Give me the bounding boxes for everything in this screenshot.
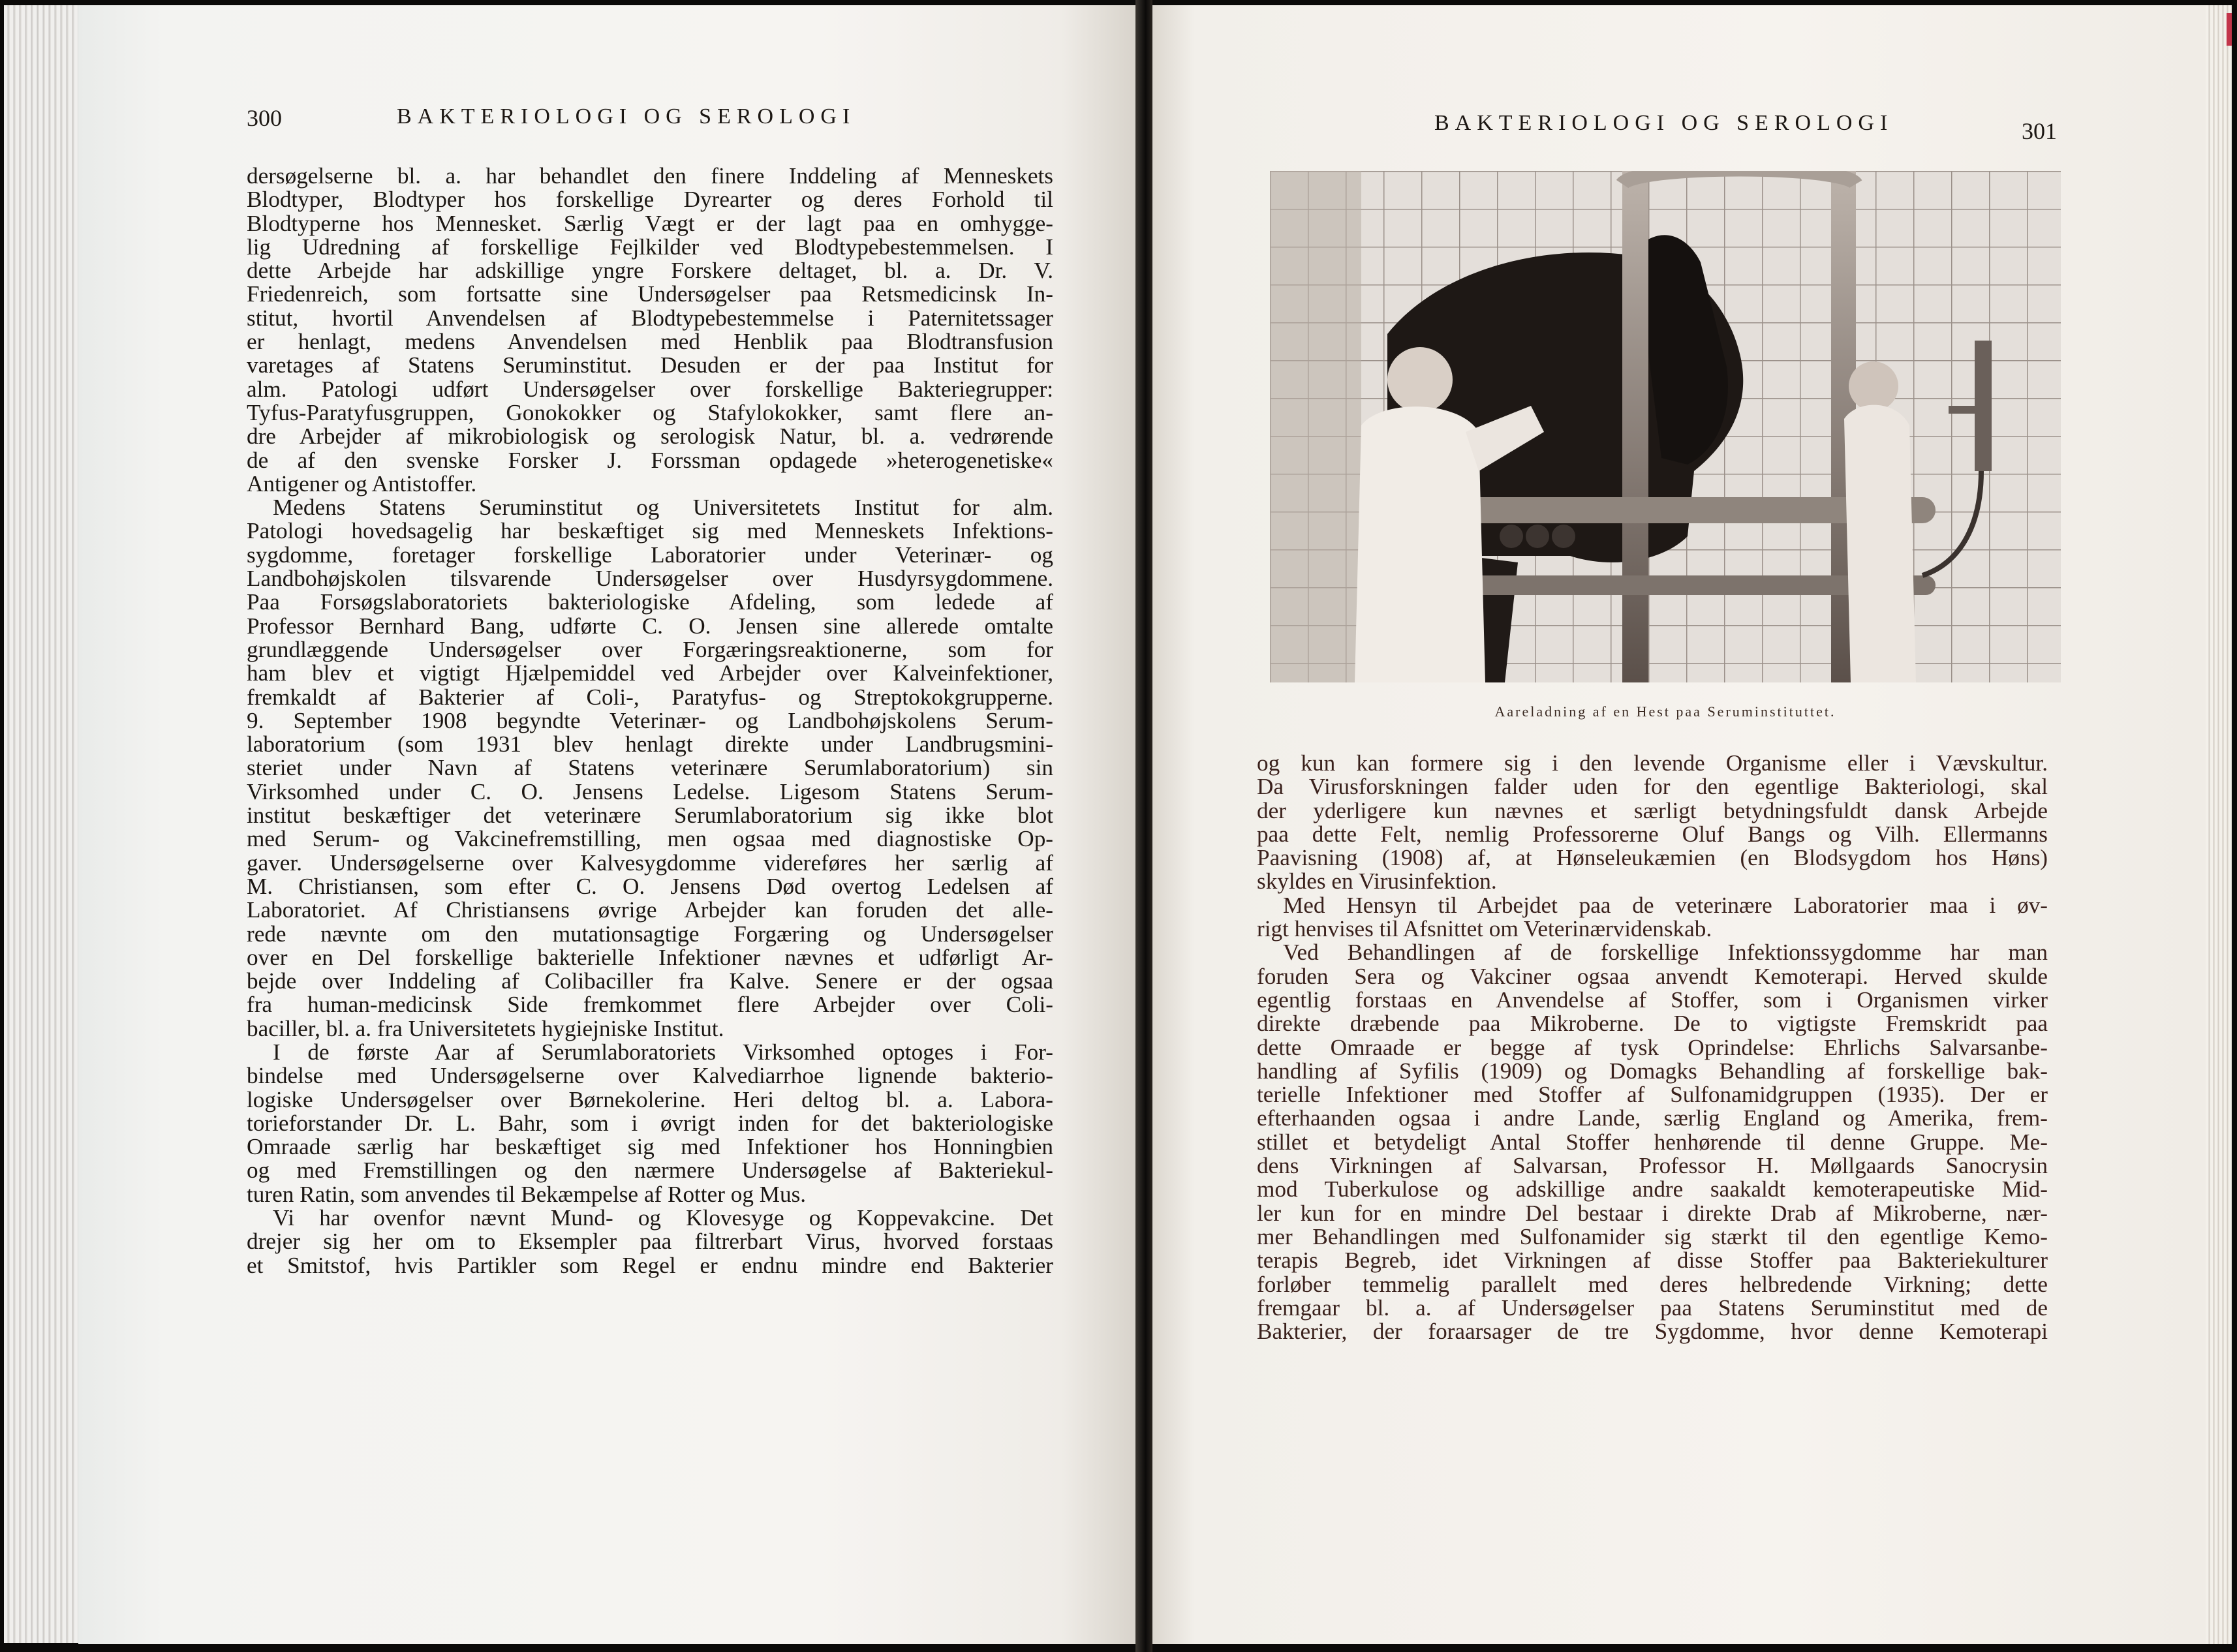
text-line: et Smitstof, hvis Partikler som Regel er endnu mindre end Bakterier — [247, 1252, 1053, 1278]
text-line: dens Virkningen af Salvarsan, Professor H. Møllgaards Sanocrysin — [1257, 1153, 2048, 1179]
text-line: I de første Aar af Serumlaboratoriets Virksomhed optoges i For- — [273, 1039, 1053, 1065]
text-line: og kun kan formere sig i den levende Organisme eller i Vævskultur. — [1257, 750, 2048, 776]
text-line: paa dette Felt, nemlig Professorerne Oluf Bangs og Vilh. Ellermanns — [1257, 821, 2048, 847]
text-line: skyldes en Virusinfektion. — [1257, 868, 1497, 895]
text-line: Da Virusforskningen falder uden for den egentlige Bakteriologi, skal — [1257, 774, 2048, 800]
text-line: over en Del forskellige bakterielle Infektioner nævnes et udførligt Ar- — [247, 944, 1053, 970]
text-line: efterhaanden ogsaa i andre Lande, særlig England og Amerika, frem- — [1257, 1105, 2048, 1131]
text-line: Omraade særlig har beskæftiget sig med Infektioner hos Honningbien — [247, 1134, 1053, 1160]
left-text-column — [247, 164, 1053, 1277]
figure-caption: Aareladning af en Hest paa Seruminstituttet. — [1494, 703, 1836, 720]
text-line: der yderligere kun nævnes et særligt betydningsfuldt dansk Arbejde — [1257, 797, 2048, 823]
text-line: drejer sig her om to Eksempler paa filtrerbart Virus, hvorved forstaas — [247, 1229, 1053, 1255]
text-line: rede nævnte om den mutationsagtige Forgæring og Undersøgelser — [247, 921, 1053, 947]
right-page-number: 301 — [2022, 118, 2057, 144]
text-line: dersøgelserne bl. a. har behandlet den finere Inddeling af Menneskets — [247, 163, 1053, 189]
text-line: Med Hensyn til Arbejdet paa de veterinære Laboratorier maa i øv- — [1283, 892, 2048, 918]
text-line: Medens Statens Seruminstitut og Universitetets Institut for alm. — [273, 495, 1053, 521]
text-line: de af den svenske Forsker J. Forssman opdagede »heterogenetiske« — [247, 447, 1053, 473]
text-line: stillet et betydeligt Antal Stoffer henhørende til denne Gruppe. Me- — [1257, 1129, 2048, 1155]
text-line: baciller, bl. a. fra Universitetets hygiejniske Institut. — [247, 1015, 724, 1041]
text-line: fremgaar bl. a. af Undersøgelser paa Statens Seruminstitut med de — [1257, 1294, 2048, 1321]
text-line: handling af Syfilis (1909) og Domagks Behandling af forskellige bak- — [1257, 1058, 2048, 1084]
text-line: rigt henvises til Afsnittet om Veterinærvidenskab. — [1257, 916, 1712, 942]
text-line: institut beskæftiger det veterinære Serumlaboratorium sig ikke blot — [247, 803, 1053, 829]
text-line: ham blev et vigtigt Hjælpemiddel ved Arbejder over Kalveinfektioner, — [247, 660, 1053, 686]
text-line: M. Christiansen, som efter C. O. Jensens Død overtog Ledelsen af — [247, 873, 1053, 899]
text-line: foruden Sera og Vakciner ogsaa anvendt Kemoterapi. Herved skulde — [1257, 963, 2048, 989]
text-line: Landbohøjskolen tilsvarende Undersøgelser over Husdyrsygdommene. — [247, 566, 1053, 592]
text-line: bindelse med Undersøgelserne over Kalvediarrhoe lignende bakterio- — [247, 1063, 1053, 1089]
text-line: Laboratoriet. Af Christiansens øvrige Arbejder kan foruden det alle- — [247, 897, 1053, 923]
text-line: terapis Begreb, idet Virkningen af disse Stoffer paa Bakteriekulturer — [1257, 1247, 2048, 1274]
text-line: er henlagt, medens Anvendelsen med Henblik paa Blodtransfusion — [247, 329, 1053, 355]
text-line: 9. September 1908 begyndte Veterinær- og Landbohøjskolens Serum- — [247, 707, 1053, 733]
text-line: mod Tuberkulose og adskillige andre saakaldt kemoterapeutiske Mid- — [1257, 1176, 2048, 1202]
text-line: torieforstander Dr. L. Bahr, som i øvrigt inden for det bakteriologiske — [247, 1110, 1053, 1136]
text-line: Ved Behandlingen af de forskellige Infektionssygdomme har man — [1283, 940, 2048, 966]
text-line: Professor Bernhard Bang, udførte C. O. Jensen sine allerede omtalte — [247, 613, 1053, 639]
text-line: steriet under Navn af Statens veterinære Serumlaboratorium) sin — [247, 755, 1053, 781]
text-line: egentlig forstaas en Anvendelse af Stoffer, som i Organismen virker — [1257, 987, 2048, 1013]
text-line: Blodtyperne hos Mennesket. Særlig Vægt er der lagt paa en omhygge- — [247, 210, 1053, 236]
bookmark-ribbon — [2227, 13, 2232, 46]
left-page-number: 300 — [247, 105, 282, 131]
text-line: dette Omraade er begge af tysk Oprindelse: Ehrlichs Salvarsanbe- — [1257, 1034, 2048, 1060]
text-line: terielle Infektioner med Stoffer af Sulfonamidgruppen (1935). Der er — [1257, 1082, 2048, 1108]
text-line: alm. Patologi udført Undersøgelser over forskellige Bakteriegrupper: — [247, 376, 1053, 402]
text-line: lig Udredning af forskellige Fejlkilder ved Blodtypebestemmelsen. I — [247, 234, 1053, 260]
right-text-column — [1257, 752, 2048, 1343]
text-line: varetages af Statens Seruminstitut. Desuden er der paa Institut for — [247, 352, 1053, 378]
text-line: med Serum- og Vakcinefremstilling, men ogsaa med diagnostiske Op- — [247, 826, 1053, 852]
text-line: Bakterier, der foraarsager de tre Sygdomme, hvor denne Kemoterapi — [1257, 1319, 2048, 1345]
text-line: Antigener og Antistoffer. — [247, 470, 477, 497]
text-line: Friedenreich, som fortsatte sine Undersøgelser paa Retsmedicinsk In- — [247, 281, 1053, 307]
book-gutter — [1135, 0, 1152, 1652]
right-page-edges — [2206, 5, 2232, 1644]
text-line: logiske Undersøgelser over Børnekolerine. Heri deltog bl. a. Labora- — [247, 1086, 1053, 1112]
text-line: Tyfus-Paratyfusgruppen, Gonokokker og Stafylokokker, samt flere an- — [247, 399, 1053, 425]
text-line: stitut, hvortil Anvendelsen af Blodtypebestemmelse i Paternitetssager — [247, 305, 1053, 331]
text-line: fremkaldt af Bakterier af Coli-, Paratyfus- og Streptokokgrupperne. — [247, 684, 1053, 710]
right-running-head: BAKTERIOLOGI OG SEROLOGI — [1434, 111, 1894, 135]
text-line: og med Fremstillingen og den nærmere Undersøgelse af Bakteriekul- — [247, 1157, 1053, 1184]
text-line: Vi har ovenfor nævnt Mund- og Klovesyge og Koppevakcine. Det — [273, 1205, 1053, 1231]
text-line: ler kun for en mindre Del bestaar i direkte Drab af Mikroberne, nær- — [1257, 1200, 2048, 1226]
text-line: Paavisning (1908) af, at Hønseleukæmien (en Blodsygdom hos Høns) — [1257, 845, 2048, 871]
text-line: sygdomme, foretager forskellige Laboratorier under Veterinær- og — [247, 542, 1053, 568]
text-line: gaver. Undersøgelserne over Kalvesygdomme videreføres her særlig af — [247, 849, 1053, 876]
text-line: dette Arbejde har adskillige yngre Forskere deltaget, bl. a. Dr. V. — [247, 258, 1053, 284]
text-line: turen Ratin, som anvendes til Bekæmpelse af Rotter og Mus. — [247, 1181, 807, 1207]
text-line: direkte dræbende paa Mikroberne. De to vigtigste Fremskridt paa — [1257, 1011, 2048, 1037]
left-running-head: BAKTERIOLOGI OG SEROLOGI — [397, 104, 856, 129]
text-line: fra human-medicinsk Side fremkommet flere Arbejder over Coli- — [247, 992, 1053, 1018]
text-line: forløber temmelig parallelt med deres helbredende Virkning; dette — [1257, 1271, 2048, 1297]
text-line: grundlæggende Undersøgelser over Forgæringsreaktionerne, som for — [247, 636, 1053, 662]
horse-photograph — [1270, 171, 2061, 682]
text-line: bejde over Inddeling af Colibaciller fra Kalve. Senere er der ogsaa — [247, 968, 1053, 994]
text-line: Virksomhed under C. O. Jensens Ledelse. Ligesom Statens Serum- — [247, 778, 1053, 804]
text-line: Patologi hovedsagelig har beskæftiget sig med Menneskets Infektions- — [247, 518, 1053, 544]
text-line: Paa Forsøgslaboratoriets bakteriologiske Afdeling, som ledede af — [247, 589, 1053, 615]
text-line: laboratorium (som 1931 blev henlagt direkte under Landbrugsmini- — [247, 731, 1053, 757]
text-line: mer Behandlingen med Sulfonamider sig stærkt til den egentlige Kemo- — [1257, 1223, 2048, 1249]
text-line: dre Arbejder af mikrobiologisk og serologisk Natur, bl. a. vedrørende — [247, 423, 1053, 450]
text-line: Blodtyper, Blodtyper hos forskellige Dyrearter og deres Forhold til — [247, 187, 1053, 213]
